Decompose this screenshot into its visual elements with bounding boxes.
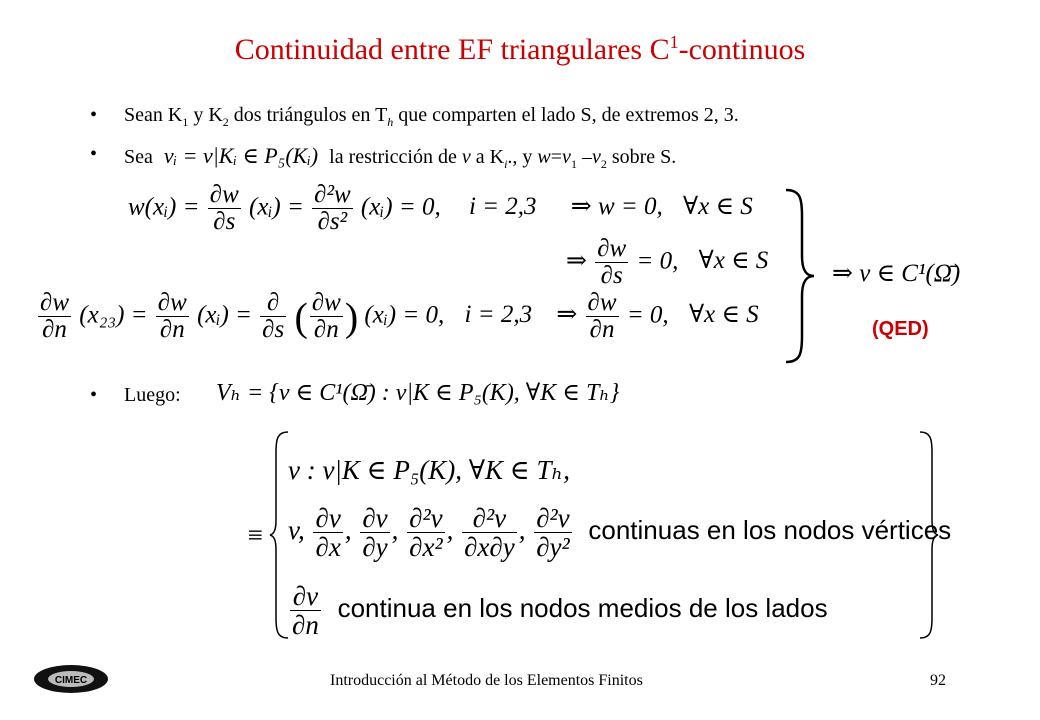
bullet-dot: • <box>90 104 98 126</box>
fraction: $\frac{\text{∂²v}}{\partial x\partial y}$ <box>464 503 515 563</box>
fraction: $\frac{\text{∂²w}}{\text{∂s²}}$ <box>314 181 351 236</box>
fraction: $\frac{\partial w}{\partial n}$ <box>157 289 187 344</box>
slide-title: Continuidad entre EF triangulares $C^1$-continuos <box>234 32 806 66</box>
equation-1: w(xᵢ) = $\frac{\partial w}{\partial s}$ (xᵢ) = $\frac{\text{∂²w}}{\text{∂s²}}$ (xᵢ) = 0, i = 2,3 ⇒ w = 0, ∀x ∈ S <box>128 181 753 236</box>
fraction: $\frac{\partial w}{\partial s}$ <box>597 235 627 290</box>
bullet-3: • Luego: <box>90 384 181 406</box>
footer-text: Introducción al Método de los Elementos Finitos <box>330 672 643 689</box>
fraction: $\frac{\partial w}{\partial n}$ <box>311 289 341 344</box>
fraction: $\frac{\partial v}{\partial y}$ <box>362 503 388 563</box>
bullet-dot: • <box>90 143 98 165</box>
fraction: $\frac{\partial w}{\partial n}$ <box>587 289 617 344</box>
fraction: $\frac{\partial w}{\partial n}$ <box>40 289 70 344</box>
space-definition: Vₕ = {v ∈ C¹(Ω̄) : v|K ∈ P₅(K), ∀K ∈ Tₕ} <box>216 380 620 406</box>
set-line-1: v : v|K ∈ P₅(K), ∀K ∈ Tₕ, <box>288 455 570 485</box>
fraction: $\frac{\text{∂²v}}{\text{∂x²}}$ <box>409 503 443 563</box>
bullet-dot: • <box>90 384 98 406</box>
cimec-logo <box>32 662 110 696</box>
bullet-1: • Sean $K_1$ y $K_2$ dos triángulos en $T_h$ que comparten el lado S, de extremos 2, 3. <box>90 104 739 129</box>
equiv-symbol: ≡ <box>246 520 265 550</box>
fraction: $\frac{\partial w}{\partial s}$ <box>209 181 239 236</box>
right-brace-icon <box>782 186 816 366</box>
bullet-2: • Sea vᵢ = v|Kᵢ ∈ P₅(Kᵢ) la restricción de v a $K_i$., y $w=v_1$ $-v_2$ sobre S. <box>90 143 677 171</box>
page-number: 92 <box>930 672 946 689</box>
fraction: $\frac{\partial v}{\partial n}$ <box>292 581 319 641</box>
conclusion: ⇒ v ∈ C¹(Ω̄) <box>832 260 961 287</box>
fraction: $\frac{\partial v}{\partial x}$ <box>315 503 341 563</box>
set-line-3: $\frac{\partial v}{\partial n}$ continua en los nodos medios de los lados <box>292 581 828 641</box>
svg-text:CIMEC: CIMEC <box>54 675 88 686</box>
equation-3: $\frac{\partial w}{\partial n}$ (x₂₃) = $\frac{\partial w}{\partial n}$ (xᵢ) = $\frac{\partial}{\partial s}$ ( $\frac{\partial w}{\partial n}$ ) (xᵢ) = 0, i = 2,3 ⇒ $\frac{\partial w}{\partial n}$ = 0, ∀x ∈ S <box>40 289 759 344</box>
set-line-2: v, $\frac{\partial v}{\partial x}$ , $\frac{\partial v}{\partial y}$ , $\frac{\text{∂²v}}{\text{∂x²}}$ , $\frac{\text{∂²v}}{\partial x\partial y}$ , $\frac{\text{∂²v}}{\text{∂y²}}$ continuas en los nodos vértices <box>288 503 952 563</box>
qed-label: (QED) <box>872 318 929 340</box>
fraction: $\frac{\partial}{\partial s}$ <box>262 289 285 344</box>
restriction-formula: vᵢ = v|Kᵢ ∈ P₅(Kᵢ) <box>163 143 319 168</box>
equation-2: ⇒ $\frac{\partial w}{\partial s}$ = 0, ∀x ∈ S <box>566 235 769 290</box>
fraction: $\frac{\text{∂²v}}{\text{∂y²}}$ <box>536 503 570 563</box>
